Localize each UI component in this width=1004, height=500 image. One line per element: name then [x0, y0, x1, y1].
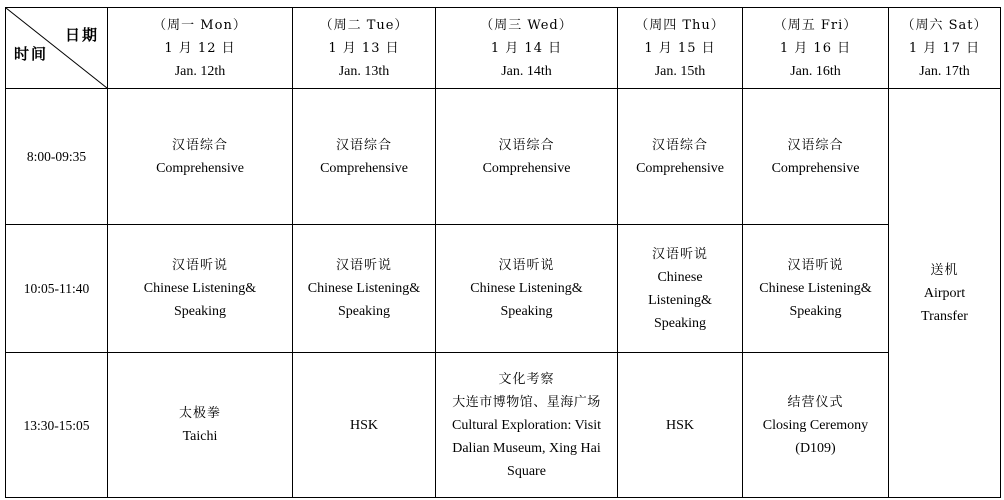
- class-name-cn: 送机: [930, 262, 959, 278]
- day-header-thu: [618, 8, 743, 89]
- class-name-cn: 汉语综合: [787, 137, 844, 153]
- day-date-en: Jan. 12th: [174, 63, 226, 79]
- day-name: （周一 Mon）: [153, 17, 247, 33]
- day-name: （周二 Tue）: [319, 17, 409, 33]
- class-cell-wed-pm: [436, 353, 618, 498]
- class-name-en: Chinese Listening&: [470, 281, 583, 296]
- day-date-en: Jan. 13th: [338, 63, 390, 79]
- class-name-en: Comprehensive: [482, 160, 571, 176]
- class-name-en: Comprehensive: [320, 160, 408, 176]
- class-cell-fri-am2: [743, 225, 889, 353]
- day-header-tue: [293, 8, 436, 89]
- class-cell-mon-am1: [108, 89, 293, 225]
- class-cell-tue-pm: [293, 353, 436, 498]
- class-name-en: Taichi: [182, 429, 218, 444]
- class-name-cn: 结营仪式: [787, 394, 844, 410]
- class-cell-mon-pm: [108, 353, 293, 498]
- class-name-en: Airport: [923, 285, 966, 301]
- class-name-cn: 文化考察: [498, 371, 555, 387]
- class-name-cn: 汉语听说: [651, 246, 708, 262]
- class-name-en: Chinese Listening&: [759, 281, 872, 296]
- class-cell-thu-am2: [618, 225, 743, 353]
- class-name-cn: 汉语综合: [171, 137, 228, 153]
- class-name-cn: 太极拳: [178, 406, 221, 421]
- time-cell: 10:05-11:40: [6, 225, 108, 353]
- class-name-en: Comprehensive: [771, 160, 860, 176]
- day-name: （周三 Wed）: [480, 17, 573, 33]
- slot-row-morning: [6, 89, 1001, 225]
- schedule-table: [5, 7, 1001, 498]
- class-cell-wed-am2: [436, 225, 618, 353]
- date-axis-label: 日期: [64, 26, 99, 44]
- day-name: （周四 Thu）: [635, 17, 725, 33]
- day-date-en: Jan. 17th: [919, 63, 970, 79]
- day-name: （周六 Sat）: [901, 17, 988, 33]
- class-name-cn: 汉语听说: [335, 258, 392, 273]
- corner-cell: [6, 8, 108, 89]
- class-name-en: (D109): [795, 440, 836, 456]
- class-cell-fri-pm: [743, 353, 889, 498]
- class-name-cn: 汉语听说: [498, 258, 555, 273]
- class-name-en: Speaking: [173, 304, 227, 319]
- day-header-sat: [889, 8, 1001, 89]
- header-row: [6, 8, 1001, 89]
- class-cell-tue-am1: [293, 89, 436, 225]
- day-header-mon: [108, 8, 293, 89]
- class-name-en: HSK: [349, 417, 378, 433]
- slot-row-late-morning: [6, 225, 1001, 353]
- class-name-cn: 汉语综合: [498, 137, 555, 153]
- class-name-cn: 汉语听说: [171, 258, 228, 273]
- class-name-en: Transfer: [921, 308, 968, 324]
- class-name-en: Cultural Exploration: Visit: [451, 417, 601, 433]
- class-name-cn: 汉语综合: [335, 137, 392, 153]
- day-date-en: Jan. 14th: [501, 63, 552, 79]
- class-cell-thu-am1: [618, 89, 743, 225]
- class-name-cn: 大连市博物馆、星海广场: [452, 394, 601, 410]
- day-header-fri: [743, 8, 889, 89]
- class-cell-sat: [889, 89, 1001, 498]
- day-date-cn: 1 月 15 日: [644, 40, 716, 56]
- class-name-en: Chinese: [657, 269, 703, 285]
- time-cell: 13:30-15:05: [6, 353, 108, 498]
- class-cell-fri-am1: [743, 89, 889, 225]
- slot-row-afternoon: [6, 353, 1001, 498]
- class-cell-thu-pm: [618, 353, 743, 498]
- day-date-cn: 1 月 13 日: [328, 40, 400, 56]
- class-name-en: Speaking: [653, 315, 707, 331]
- class-name-en: Listening&: [648, 292, 712, 308]
- day-date-cn: 1 月 14 日: [490, 40, 563, 56]
- class-name-en: Speaking: [500, 304, 553, 319]
- day-date-en: Jan. 15th: [654, 63, 706, 79]
- class-name-en: Chinese Listening&: [143, 281, 257, 296]
- class-name-en: HSK: [665, 417, 694, 433]
- day-date-cn: 1 月 17 日: [908, 40, 981, 56]
- day-date-en: Jan. 16th: [790, 63, 841, 79]
- class-name-en: Square: [507, 463, 546, 479]
- class-name-en: Speaking: [337, 304, 391, 319]
- class-cell-wed-am1: [436, 89, 618, 225]
- day-header-wed: [436, 8, 618, 89]
- time-axis-label: 时间: [14, 45, 49, 63]
- day-date-cn: 1 月 16 日: [779, 40, 852, 56]
- class-cell-tue-am2: [293, 225, 436, 353]
- day-date-cn: 1 月 12 日: [164, 40, 236, 56]
- class-name-en: Comprehensive: [636, 160, 724, 176]
- day-name: （周五 Fri）: [773, 17, 858, 33]
- class-name-en: Chinese Listening&: [307, 281, 421, 296]
- class-name-cn: 汉语听说: [787, 258, 844, 273]
- class-cell-mon-am2: [108, 225, 293, 353]
- class-name-en: Closing Ceremony: [762, 417, 869, 433]
- class-name-en: Speaking: [789, 304, 842, 319]
- class-name-en: Dalian Museum, Xing Hai: [452, 440, 601, 456]
- time-cell: 8:00-09:35: [6, 89, 108, 225]
- class-name-en: Comprehensive: [156, 160, 244, 176]
- class-name-cn: 汉语综合: [651, 137, 708, 153]
